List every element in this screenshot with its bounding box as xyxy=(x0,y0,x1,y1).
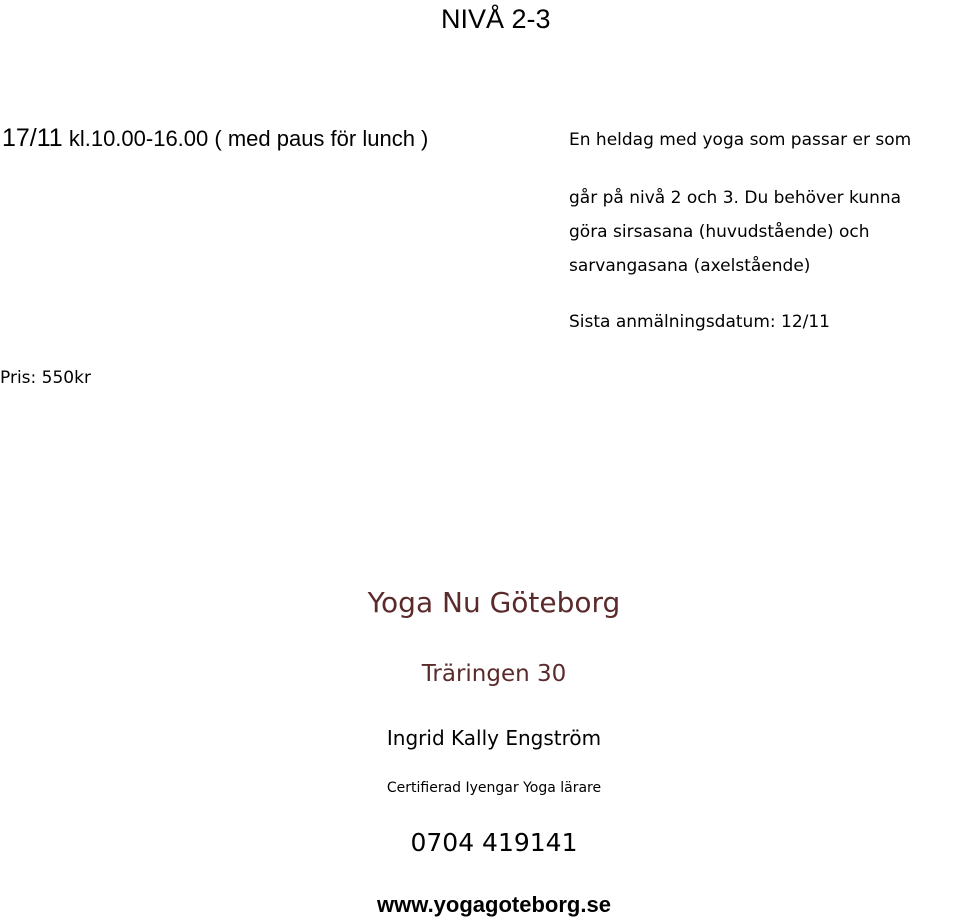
page-title: NIVÅ 2-3 xyxy=(441,4,551,34)
event-date: 17/11 xyxy=(2,124,63,152)
website-link[interactable]: www.yogagoteborg.se xyxy=(377,892,611,917)
event-time: kl.10.00-16.00 ( med paus för lunch ) xyxy=(62,126,429,151)
studio-address: Träringen 30 xyxy=(421,661,567,687)
description-line: sarvangasana (axelstående) xyxy=(569,256,811,276)
description-line: göra sirsasana (huvudstående) och xyxy=(569,222,870,242)
teacher-certification: Certifierad Iyengar Yoga lärare xyxy=(386,780,602,796)
registration-deadline: Sista anmälningsdatum: 12/11 xyxy=(569,312,831,332)
schedule-line xyxy=(2,124,428,153)
studio-name: Yoga Nu Göteborg xyxy=(367,586,621,619)
description-line: En heldag med yoga som passar er som xyxy=(569,130,912,150)
price-label: Pris: 550kr xyxy=(0,368,91,388)
teacher-name: Ingrid Kally Engström xyxy=(386,726,602,750)
phone-number[interactable]: 0704 419141 xyxy=(410,828,578,857)
description-line: går på nivå 2 och 3. Du behöver kunna xyxy=(569,188,902,208)
